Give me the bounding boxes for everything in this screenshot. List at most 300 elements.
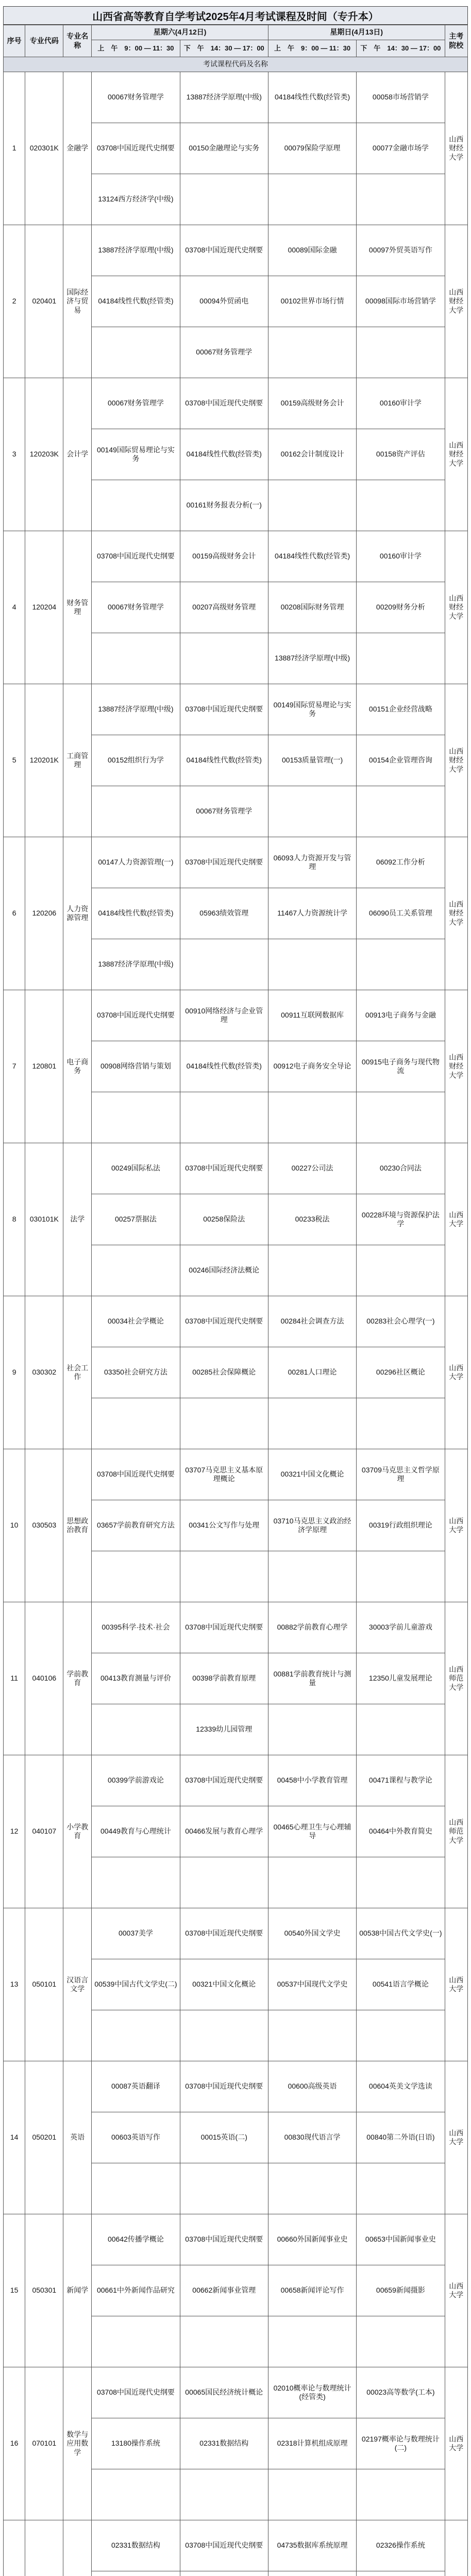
course-cell: 00159高级财务会计 xyxy=(180,531,268,582)
course-cell: 00283社会心理学(一) xyxy=(357,1296,445,1347)
course-cell: 00089国际金融 xyxy=(268,225,356,276)
table-row xyxy=(4,531,468,582)
course-cell: 04184线性代数(经管类) xyxy=(268,531,356,582)
course-cell: 00881学前教育统计与测量 xyxy=(268,1653,356,1704)
major-code-cell: 020401 xyxy=(25,225,63,378)
course-cell xyxy=(92,2010,180,2061)
course-cell: 00660外国新闻事业史 xyxy=(268,2214,356,2265)
course-cell: 00149国际贸易理论与实务 xyxy=(268,684,356,735)
course-cell: 00153质量管理(一) xyxy=(268,735,356,786)
major-name-cell xyxy=(63,2520,92,2576)
course-cell xyxy=(357,2316,445,2367)
course-cell: 00102世界市场行情 xyxy=(268,276,356,327)
header-school: 主考院校 xyxy=(445,25,467,57)
course-cell: 30003学前儿童游戏 xyxy=(357,1602,445,1653)
course-cell: 04184线性代数(经管类) xyxy=(92,888,180,939)
course-cell: 04184线性代数(经管类) xyxy=(180,429,268,480)
major-code-cell: 050201 xyxy=(25,2061,63,2214)
course-cell: 00538中国古代文学史(一) xyxy=(357,1908,445,1959)
major-name-cell: 数学与应用数学 xyxy=(63,2367,92,2520)
course-cell: 00281人口理论 xyxy=(268,1347,356,1398)
course-cell xyxy=(357,1551,445,1602)
course-cell: 00659新闻摄影 xyxy=(357,2265,445,2316)
course-cell: 03708中国近现代史纲要 xyxy=(92,531,180,582)
course-cell: 00466发展与教育心理学 xyxy=(180,1806,268,1857)
course-cell: 00079保险学原理 xyxy=(268,123,356,174)
table-row xyxy=(4,1296,468,1347)
major-group xyxy=(4,531,468,684)
header-seq: 序号 xyxy=(4,25,25,57)
course-cell xyxy=(180,939,268,990)
course-cell: 06090员工关系管理 xyxy=(357,888,445,939)
course-cell: 00067财务管理学 xyxy=(180,327,268,378)
seq-cell: 2 xyxy=(4,225,25,378)
course-cell xyxy=(180,2469,268,2520)
course-cell xyxy=(268,786,356,837)
course-cell xyxy=(268,2163,356,2214)
seq-cell xyxy=(4,2520,25,2576)
course-cell: 00097外贸英语写作 xyxy=(357,225,445,276)
major-code-cell: 070101 xyxy=(25,2367,63,2520)
major-code-cell: 030101K xyxy=(25,1143,63,1296)
table-row xyxy=(4,990,468,1041)
course-cell: 13887经济学原理(中级) xyxy=(180,72,268,123)
course-cell: 00067财务管理学 xyxy=(92,582,180,633)
major-code-cell: 120201K xyxy=(25,684,63,837)
major-group xyxy=(4,72,468,225)
seq-cell: 3 xyxy=(4,378,25,531)
major-name-cell: 电子商务 xyxy=(63,990,92,1143)
major-name-cell: 国际经济与贸易 xyxy=(63,225,92,378)
course-cell: 03350社会研究方法 xyxy=(92,1347,180,1398)
course-cell xyxy=(180,2316,268,2367)
course-cell: 04735数据库系统原理 xyxy=(268,2520,356,2571)
course-cell: 00233税法 xyxy=(268,1194,356,1245)
course-cell xyxy=(357,1704,445,1755)
course-cell: 00149国际贸易理论与实务 xyxy=(92,429,180,480)
course-cell: 03708中国近现代史纲要 xyxy=(180,1755,268,1806)
course-cell: 00015英语(二) xyxy=(180,2112,268,2163)
course-cell: 00642传播学概论 xyxy=(92,2214,180,2265)
major-group xyxy=(4,1296,468,1449)
school-cell xyxy=(445,2520,467,2576)
course-cell: 11467人力资源统计学 xyxy=(268,888,356,939)
course-cell: 00094外贸函电 xyxy=(180,276,268,327)
course-cell xyxy=(357,480,445,531)
course-cell: 00230合同法 xyxy=(357,1143,445,1194)
course-cell xyxy=(92,1398,180,1449)
seq-cell: 15 xyxy=(4,2214,25,2367)
course-cell: 00540外国文学史 xyxy=(268,1908,356,1959)
header-row-days xyxy=(4,25,468,40)
course-cell: 00882学前教育心理学 xyxy=(268,1602,356,1653)
course-code-note: 考试课程代码及名称 xyxy=(4,57,468,72)
course-cell: 00537中国现代文学史 xyxy=(268,1959,356,2010)
major-code-cell: 030503 xyxy=(25,1449,63,1602)
school-cell: 山西大学 xyxy=(445,1143,467,1296)
course-cell xyxy=(92,1704,180,1755)
major-code-cell: 120204 xyxy=(25,531,63,684)
course-cell xyxy=(180,2010,268,2061)
course-cell: 04184线性代数(经管类) xyxy=(92,276,180,327)
course-cell: 13887经济学原理(中级) xyxy=(92,684,180,735)
major-group xyxy=(4,837,468,990)
course-cell xyxy=(357,2469,445,2520)
course-cell: 00341公文写作与处理 xyxy=(180,1500,268,1551)
course-cell xyxy=(357,2163,445,2214)
course-cell: 03708中国近现代史纲要 xyxy=(180,837,268,888)
course-cell xyxy=(92,1857,180,1908)
course-cell: 00911互联网数据库 xyxy=(268,990,356,1041)
course-cell: 00023高等数学(工本) xyxy=(357,2367,445,2418)
course-cell: 00228环境与资源保护法学 xyxy=(357,1194,445,1245)
course-cell xyxy=(180,1857,268,1908)
course-cell: 00465心理卫生与心理辅导 xyxy=(268,1806,356,1857)
course-cell: 00395科学·技术·社会 xyxy=(92,1602,180,1653)
course-cell xyxy=(268,1551,356,1602)
school-cell: 山西大学 xyxy=(445,1296,467,1449)
course-cell xyxy=(92,2469,180,2520)
seq-cell: 5 xyxy=(4,684,25,837)
major-code-cell: 120203K xyxy=(25,378,63,531)
header-sunday: 星期日(4月13日) xyxy=(268,25,445,40)
course-cell: 13887经济学原理(中级) xyxy=(268,633,356,684)
major-code-cell: 120801 xyxy=(25,990,63,1143)
course-cell: 00160审计学 xyxy=(357,531,445,582)
major-name-cell: 学前教育 xyxy=(63,1602,92,1755)
course-cell xyxy=(268,1857,356,1908)
course-cell: 00159高级财务会计 xyxy=(268,378,356,429)
major-group xyxy=(4,1755,468,1908)
course-cell: 00160审计学 xyxy=(357,378,445,429)
course-cell: 00154企业管理咨询 xyxy=(357,735,445,786)
major-group xyxy=(4,990,468,1143)
major-group xyxy=(4,2061,468,2214)
school-cell: 山西大学 xyxy=(445,2367,467,2520)
course-cell: 00161财务报表分析(一) xyxy=(180,480,268,531)
header-sun-pm: 下 午 14：30 — 17：00 xyxy=(357,40,445,57)
school-cell: 山西财经大学 xyxy=(445,837,467,990)
major-code-cell: 050301 xyxy=(25,2214,63,2367)
table-row xyxy=(4,837,468,888)
course-cell: 00151企业经营战略 xyxy=(357,684,445,735)
course-cell: 00147人力资源管理(一) xyxy=(92,837,180,888)
course-cell: 00662新闻事业管理 xyxy=(180,2265,268,2316)
course-cell: 00067财务管理学 xyxy=(92,378,180,429)
course-cell: 00539中国古代文学史(二) xyxy=(92,1959,180,2010)
school-cell: 山西师范大学 xyxy=(445,1755,467,1908)
table-row xyxy=(4,1908,468,1959)
course-cell xyxy=(357,786,445,837)
course-cell xyxy=(357,2010,445,2061)
course-cell xyxy=(180,1398,268,1449)
seq-cell: 9 xyxy=(4,1296,25,1449)
seq-cell: 14 xyxy=(4,2061,25,2214)
course-cell: 00037美学 xyxy=(92,1908,180,1959)
course-cell xyxy=(268,2469,356,2520)
seq-cell: 11 xyxy=(4,1602,25,1755)
table-row xyxy=(4,378,468,429)
school-cell: 山西大学 xyxy=(445,1908,467,2061)
major-code-cell: 020301K xyxy=(25,72,63,225)
course-cell: 02197概率论与数理统计(二) xyxy=(357,2418,445,2469)
major-code-cell: 040107 xyxy=(25,1755,63,1908)
seq-cell: 1 xyxy=(4,72,25,225)
course-cell xyxy=(92,786,180,837)
school-cell: 山西财经大学 xyxy=(445,990,467,1143)
course-cell: 00227公司法 xyxy=(268,1143,356,1194)
course-cell xyxy=(268,174,356,225)
course-cell: 00065国民经济统计概论 xyxy=(180,2367,268,2418)
seq-cell: 10 xyxy=(4,1449,25,1602)
course-cell: 03708中国近现代史纲要 xyxy=(92,990,180,1041)
table-row xyxy=(4,2367,468,2418)
school-cell: 山西师范大学 xyxy=(445,1602,467,1755)
course-cell: 00207高级财务管理 xyxy=(180,582,268,633)
major-group xyxy=(4,2214,468,2367)
course-cell: 03657学前教育研究方法 xyxy=(92,1500,180,1551)
course-cell: 00321中国文化概论 xyxy=(268,1449,356,1500)
table-row xyxy=(4,2061,468,2112)
course-cell: 00319行政组织理论 xyxy=(357,1500,445,1551)
course-cell xyxy=(180,2571,268,2576)
course-cell xyxy=(357,327,445,378)
course-cell xyxy=(268,2010,356,2061)
major-name-cell: 英语 xyxy=(63,2061,92,2214)
course-cell: 00296社区概论 xyxy=(357,1347,445,1398)
course-cell xyxy=(357,1398,445,1449)
course-cell: 03709马克思主义哲学原理 xyxy=(357,1449,445,1500)
course-cell: 00158资产评估 xyxy=(357,429,445,480)
course-cell: 12350儿童发展理论 xyxy=(357,1653,445,1704)
course-cell: 13124西方经济学(中级) xyxy=(92,174,180,225)
header-sun-am: 上 午 9：00 — 11：30 xyxy=(268,40,356,57)
course-cell: 03708中国近现代史纲要 xyxy=(92,123,180,174)
course-cell: 13887经济学原理(中级) xyxy=(92,939,180,990)
major-group xyxy=(4,684,468,837)
major-name-cell: 汉语言文学 xyxy=(63,1908,92,2061)
course-cell xyxy=(357,1092,445,1143)
course-cell: 03708中国近现代史纲要 xyxy=(180,1296,268,1347)
table-row xyxy=(4,1602,468,1653)
course-cell: 00067财务管理学 xyxy=(92,72,180,123)
course-cell: 02331数据结构 xyxy=(180,2418,268,2469)
course-cell: 03708中国近现代史纲要 xyxy=(180,378,268,429)
course-cell: 03707马克思主义基本原理概论 xyxy=(180,1449,268,1500)
course-cell: 00449教育与心理统计 xyxy=(92,1806,180,1857)
major-code-cell: 120206 xyxy=(25,837,63,990)
major-name-cell: 新闻学 xyxy=(63,2214,92,2367)
course-cell: 02326操作系统 xyxy=(357,2520,445,2571)
major-name-cell: 社会工作 xyxy=(63,1296,92,1449)
course-cell: 00398学前教育原理 xyxy=(180,1653,268,1704)
school-cell: 山西大学 xyxy=(445,2061,467,2214)
course-cell: 02331数据结构 xyxy=(92,2520,180,2571)
course-cell: 00284社会调查方法 xyxy=(268,1296,356,1347)
course-cell: 00910网络经济与企业管理 xyxy=(180,990,268,1041)
course-cell: 00150金融理论与实务 xyxy=(180,123,268,174)
course-cell xyxy=(180,174,268,225)
school-cell: 山西财经大学 xyxy=(445,72,467,225)
major-group xyxy=(4,225,468,378)
header-name: 专业名称 xyxy=(63,25,92,57)
course-cell: 00458中小学教育管理 xyxy=(268,1755,356,1806)
course-cell xyxy=(357,174,445,225)
course-cell: 00603英语写作 xyxy=(92,2112,180,2163)
seq-cell: 8 xyxy=(4,1143,25,1296)
seq-cell: 16 xyxy=(4,2367,25,2520)
schedule-table xyxy=(3,25,468,2576)
major-group xyxy=(4,2367,468,2520)
course-cell xyxy=(92,1551,180,1602)
school-cell: 山西财经大学 xyxy=(445,378,467,531)
course-cell xyxy=(92,2316,180,2367)
course-cell: 03708中国近现代史纲要 xyxy=(92,2367,180,2418)
course-cell xyxy=(92,2163,180,2214)
note-row xyxy=(4,57,468,72)
course-cell: 00653中国新闻事业史 xyxy=(357,2214,445,2265)
course-cell: 00058市场营销学 xyxy=(357,72,445,123)
course-cell: 00087英语翻译 xyxy=(92,2061,180,2112)
table-row xyxy=(4,1755,468,1806)
course-cell: 02318计算机组成原理 xyxy=(268,2418,356,2469)
course-cell xyxy=(357,939,445,990)
header-sat-pm: 下 午 14：30 — 17：00 xyxy=(180,40,268,57)
page-title: 山西省高等教育自学考试2025年4月考试课程及时间（专升本） xyxy=(3,6,468,25)
major-group xyxy=(4,1602,468,1755)
course-cell xyxy=(180,1092,268,1143)
course-cell: 12339幼儿园管理 xyxy=(180,1704,268,1755)
header-saturday: 星期六(4月12日) xyxy=(92,25,268,40)
major-name-cell: 小学教育 xyxy=(63,1755,92,1908)
course-cell: 00908网络营销与策划 xyxy=(92,1041,180,1092)
course-cell xyxy=(268,939,356,990)
course-cell: 00399学前游戏论 xyxy=(92,1755,180,1806)
course-cell: 00249国际私法 xyxy=(92,1143,180,1194)
exam-schedule-sheet xyxy=(3,6,468,2576)
course-cell: 02010概率论与数理统计(经管类) xyxy=(268,2367,356,2418)
course-cell xyxy=(268,1092,356,1143)
course-cell xyxy=(92,633,180,684)
course-cell xyxy=(357,633,445,684)
major-name-cell: 法学 xyxy=(63,1143,92,1296)
course-cell xyxy=(92,2571,180,2576)
course-cell: 00413教育测量与评价 xyxy=(92,1653,180,1704)
course-cell: 00258保险法 xyxy=(180,1194,268,1245)
course-cell xyxy=(92,327,180,378)
course-cell: 03708中国近现代史纲要 xyxy=(180,2214,268,2265)
course-cell: 00604英美文学选读 xyxy=(357,2061,445,2112)
course-cell xyxy=(180,1551,268,1602)
course-cell: 00840第二外语(日语) xyxy=(357,2112,445,2163)
school-cell: 山西大学 xyxy=(445,2214,467,2367)
course-cell: 05963绩效管理 xyxy=(180,888,268,939)
course-cell: 13887经济学原理(中级) xyxy=(92,225,180,276)
course-cell xyxy=(357,1857,445,1908)
course-cell: 00285社会保障概论 xyxy=(180,1347,268,1398)
course-cell: 00209财务分析 xyxy=(357,582,445,633)
course-cell: 13180操作系统 xyxy=(92,2418,180,2469)
major-code-cell: 030302 xyxy=(25,1296,63,1449)
course-cell: 00077金融市场学 xyxy=(357,123,445,174)
course-cell xyxy=(268,1245,356,1296)
course-cell xyxy=(92,480,180,531)
major-code-cell: 050101 xyxy=(25,1908,63,2061)
course-cell xyxy=(357,1245,445,1296)
table-row xyxy=(4,684,468,735)
course-cell: 00541语言学概论 xyxy=(357,1959,445,2010)
course-cell: 00600高级英语 xyxy=(268,2061,356,2112)
course-cell: 00830现代语言学 xyxy=(268,2112,356,2163)
course-cell: 00208国际财务管理 xyxy=(268,582,356,633)
major-group xyxy=(4,1449,468,1602)
course-cell: 00915电子商务与现代物流 xyxy=(357,1041,445,1092)
course-cell: 00257票据法 xyxy=(92,1194,180,1245)
major-group xyxy=(4,1143,468,1296)
course-cell xyxy=(268,1398,356,1449)
table-row xyxy=(4,2520,468,2571)
header-sat-am: 上 午 9：00 — 11：30 xyxy=(92,40,180,57)
table-row xyxy=(4,2214,468,2265)
course-cell xyxy=(92,1092,180,1143)
school-cell: 山西财经大学 xyxy=(445,225,467,378)
course-cell: 00912电子商务安全导论 xyxy=(268,1041,356,1092)
course-cell xyxy=(92,1245,180,1296)
course-cell: 04184线性代数(经管类) xyxy=(180,735,268,786)
course-cell: 00471课程与教学论 xyxy=(357,1755,445,1806)
major-code-cell xyxy=(25,2520,63,2576)
course-cell xyxy=(268,1704,356,1755)
major-group xyxy=(4,378,468,531)
course-cell: 00152组织行为学 xyxy=(92,735,180,786)
course-cell: 04184线性代数(经管类) xyxy=(268,72,356,123)
course-cell: 03708中国近现代史纲要 xyxy=(180,1143,268,1194)
course-cell xyxy=(268,480,356,531)
course-cell: 03708中国近现代史纲要 xyxy=(180,684,268,735)
major-name-cell: 人力资源管理 xyxy=(63,837,92,990)
course-cell: 03710马克思主义政治经济学原理 xyxy=(268,1500,356,1551)
course-cell: 00034社会学概论 xyxy=(92,1296,180,1347)
seq-cell: 6 xyxy=(4,837,25,990)
course-cell: 03708中国近现代史纲要 xyxy=(180,2061,268,2112)
table-row xyxy=(4,72,468,123)
table-row xyxy=(4,1449,468,1500)
course-cell: 00661中外新闻作品研究 xyxy=(92,2265,180,2316)
course-cell: 06093人力资源开发与管理 xyxy=(268,837,356,888)
major-name-cell: 金融学 xyxy=(63,72,92,225)
course-cell: 03708中国近现代史纲要 xyxy=(180,225,268,276)
major-name-cell: 思想政治教育 xyxy=(63,1449,92,1602)
major-code-cell: 040106 xyxy=(25,1602,63,1755)
table-row xyxy=(4,1143,468,1194)
course-cell: 00913电子商务与金融 xyxy=(357,990,445,1041)
school-cell: 山西财经大学 xyxy=(445,531,467,684)
major-name-cell: 工商管理 xyxy=(63,684,92,837)
school-cell: 山西大学 xyxy=(445,1449,467,1602)
course-cell: 03708中国近现代史纲要 xyxy=(92,1449,180,1500)
course-cell xyxy=(268,2571,356,2576)
course-cell xyxy=(268,2316,356,2367)
course-cell xyxy=(268,327,356,378)
course-cell: 00658新闻评论写作 xyxy=(268,2265,356,2316)
course-cell xyxy=(180,2163,268,2214)
seq-cell: 7 xyxy=(4,990,25,1143)
seq-cell: 13 xyxy=(4,1908,25,2061)
major-group xyxy=(4,2520,468,2576)
school-cell: 山西财经大学 xyxy=(445,684,467,837)
header-code: 专业代码 xyxy=(25,25,63,57)
course-cell: 06092工作分析 xyxy=(357,837,445,888)
